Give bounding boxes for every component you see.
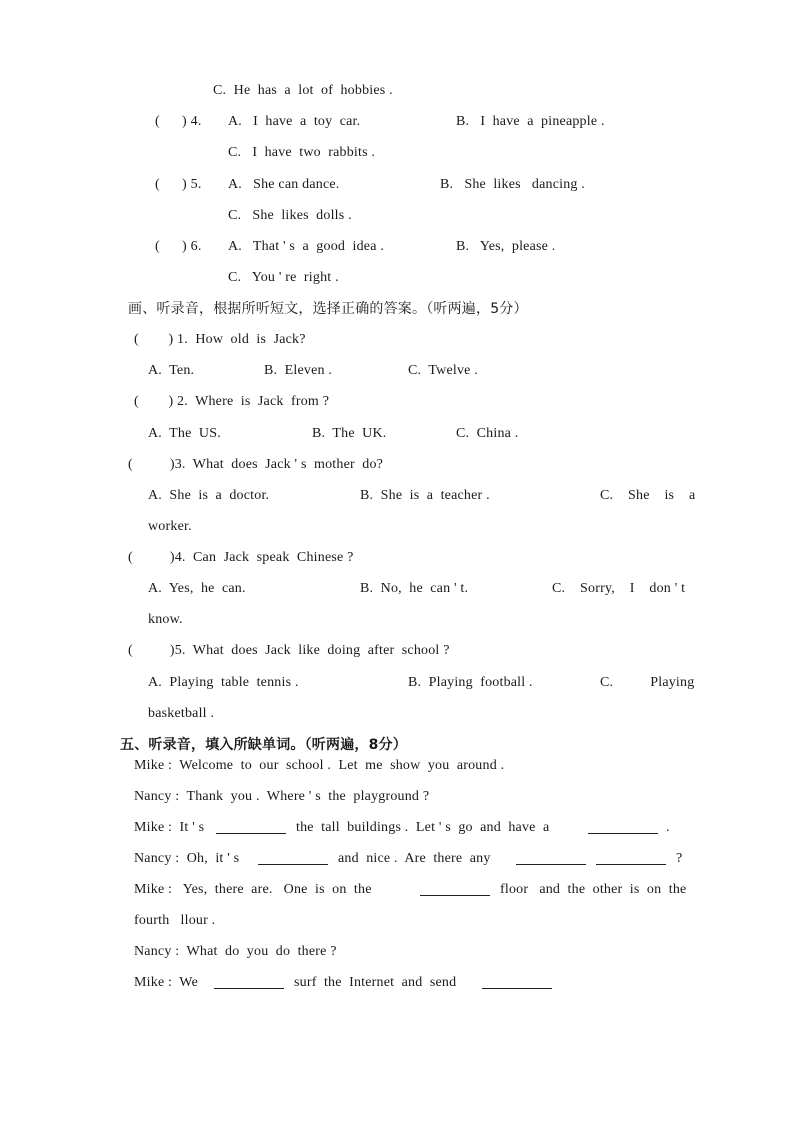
dialogue-line-3-middle: the tall buildings . Let ' s go and have a — [296, 820, 550, 835]
q6-option-b: B. Yes, please . — [456, 239, 556, 254]
s4-question-4[interactable]: ( )4. Can Jack speak Chinese ? — [128, 550, 354, 565]
dialogue-line-5-start: Mike : Yes, there are. One is on the — [134, 882, 372, 897]
dialogue-line-3-end: . — [666, 820, 670, 835]
blank-2[interactable] — [588, 819, 658, 834]
q5-option-c: C. She likes dolls . — [228, 208, 352, 223]
s4-q1-option-a: A. Ten. — [148, 363, 195, 378]
q5-answer-paren[interactable]: ( ) 5. — [155, 177, 202, 192]
s4-q2-option-a: A. The US. — [148, 426, 221, 441]
s4-q3-option-b: B. She is a teacher . — [360, 488, 490, 503]
s4-q3-option-c: C. She is a — [600, 488, 696, 503]
dialogue-line-2: Nancy : Thank you . Where ' s the playground ? — [134, 789, 430, 804]
dialogue-line-3-start: Mike : It ' s — [134, 820, 205, 835]
s4-q5-option-c: C. Playing — [600, 675, 695, 690]
dialogue-line-1: Mike : Welcome to our school . Let me show you around . — [134, 758, 505, 773]
dialogue-line-4-end: ? — [676, 851, 683, 866]
blank-7[interactable] — [214, 974, 284, 989]
blank-6[interactable] — [420, 881, 490, 896]
s4-q4-option-c: C. Sorry, I don ' t — [552, 581, 686, 596]
s4-q4-option-a: A. Yes, he can. — [148, 581, 246, 596]
dialogue-line-7-middle: surf the Internet and send — [294, 975, 457, 990]
s4-q1-option-c: C. Twelve . — [408, 363, 478, 378]
s4-q2-option-b: B. The UK. — [312, 426, 387, 441]
q4-answer-paren[interactable]: ( ) 4. — [155, 114, 202, 129]
blank-5[interactable] — [596, 850, 666, 865]
s4-q4-option-c-continued: know. — [148, 612, 183, 627]
dialogue-line-5-end: floor and the other is on the — [500, 882, 687, 897]
s4-q1-option-b: B. Eleven . — [264, 363, 333, 378]
q4-option-a: A. I have a toy car. — [228, 114, 361, 129]
blank-3[interactable] — [258, 850, 328, 865]
s4-q5-option-c-continued: basketball . — [148, 706, 215, 721]
dialogue-line-5-continued: fourth llour . — [134, 913, 216, 928]
s4-question-5[interactable]: ( )5. What does Jack like doing after school ? — [128, 643, 450, 658]
q3-option-c: C. He has a lot of hobbies . — [213, 83, 393, 98]
q4-option-b: B. I have a pineapple . — [456, 114, 605, 129]
blank-4[interactable] — [516, 850, 586, 865]
q6-option-a: A. That ' s a good idea . — [228, 239, 385, 254]
s4-q3-option-c-continued: worker. — [148, 519, 192, 534]
blank-8[interactable] — [482, 974, 552, 989]
s4-q5-option-a: A. Playing table tennis . — [148, 675, 299, 690]
dialogue-line-7-start: Mike : We — [134, 975, 198, 990]
s4-q3-option-a: A. She is a doctor. — [148, 488, 270, 503]
section5-heading: 五、听录音，填入所缺单词。（听两遍，8分） — [120, 737, 407, 753]
q6-option-c: C. You ' re right . — [228, 270, 339, 285]
blank-1[interactable] — [216, 819, 286, 834]
s4-q5-option-b: B. Playing football . — [408, 675, 533, 690]
s4-question-3[interactable]: ( )3. What does Jack ' s mother do? — [128, 457, 384, 472]
section4-heading: 画、听录音，根据所听短文，选择正确的答案。（听两遍，5分） — [128, 301, 528, 317]
q5-option-b: B. She likes dancing . — [440, 177, 585, 192]
s4-q4-option-b: B. No, he can ' t. — [360, 581, 469, 596]
q4-option-c: C. I have two rabbits . — [228, 145, 376, 160]
s4-question-1[interactable]: ( ) 1. How old is Jack? — [134, 332, 306, 347]
q5-option-a: A. She can dance. — [228, 177, 340, 192]
s4-q2-option-c: C. China . — [456, 426, 519, 441]
dialogue-line-4-start: Nancy : Oh, it ' s — [134, 851, 240, 866]
dialogue-line-6: Nancy : What do you do there ? — [134, 944, 337, 959]
q6-answer-paren[interactable]: ( ) 6. — [155, 239, 202, 254]
dialogue-line-4-middle: and nice . Are there any — [338, 851, 491, 866]
s4-question-2[interactable]: ( ) 2. Where is Jack from ? — [134, 394, 330, 409]
